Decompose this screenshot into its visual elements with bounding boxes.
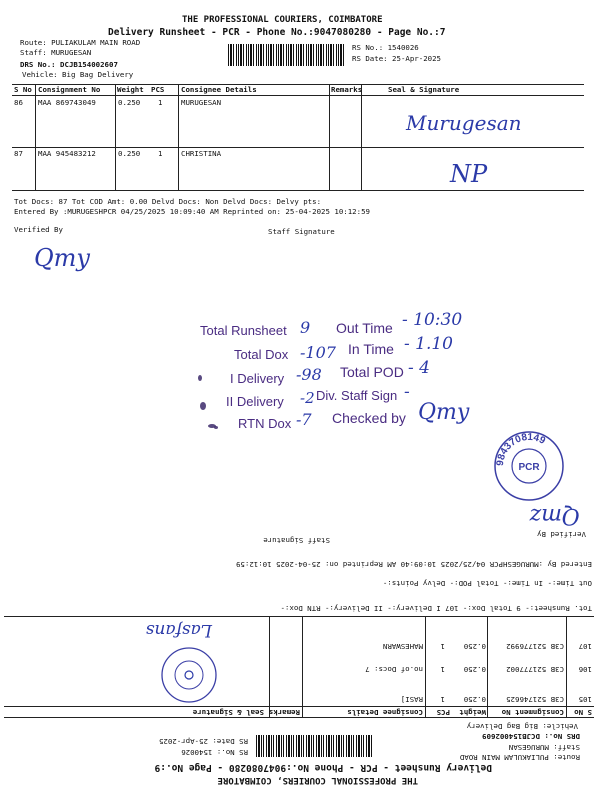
stamp-rtn-dox-value: -7 (296, 410, 312, 429)
staff-label: Staff: MURUGESAN (508, 743, 580, 752)
row-consignee: RASI] (400, 695, 423, 704)
stamp-div-staff-sign-value: - (404, 382, 410, 402)
barcode (228, 44, 346, 66)
col-seal-signature: Seal & Signature (388, 85, 460, 94)
rs-date: RS Date: 25-Apr-2025 (352, 54, 441, 63)
row-signature: Lasfans (145, 620, 212, 640)
row-weight: 0.250 (118, 149, 141, 158)
row-signature: Murugesan (406, 111, 522, 135)
row-consignment: C3B 521746625 (506, 695, 564, 704)
rs-number: RS No.: 1540026 (352, 43, 419, 52)
col-remarks: Remarks (331, 85, 363, 94)
row-sno: 106 (578, 665, 592, 674)
verified-by-label: Verified By (14, 225, 63, 234)
row-sno: 105 (578, 695, 592, 704)
stamp-checked-by-signature: Qmy (418, 400, 470, 425)
verified-by-label: Verified By (537, 530, 586, 539)
seal-icon (160, 646, 218, 704)
route-label: Route: PULIAKULAM MAIN ROAD (459, 753, 580, 762)
col-consignment: Consignment No (38, 85, 101, 94)
totals-line: Tot Docs: 87 Tot COD Amt: 0.00 Delvd Docs: Non Delvd Docs: Delvy pts: (14, 197, 322, 206)
col-sno: S No (14, 85, 32, 94)
seal-number: 9843708149 (494, 431, 547, 467)
stamp-i-delivery-value: -98 (296, 365, 322, 384)
stamp-total-dox-value: -107 (300, 343, 336, 362)
row-consignment: MAA 869743049 (38, 98, 96, 107)
row-consignee: MAHESWARN (382, 642, 423, 651)
stamp-total-pod-label: Total POD (340, 364, 404, 380)
runsheet-title: Delivery Runsheet - PCR - Phone No.:9047080280 - Page No.:9 (154, 762, 492, 773)
totals-line: Tot. Runsheet:- 9 Total Dox:- 107 I Delivery:- II Delivery:- RTN Dox:- (280, 604, 592, 613)
stamp-checked-by-label: Checked by (332, 410, 406, 426)
drs-number: DRS No.: DCJB154002607 (20, 60, 118, 69)
company-name: THE PROFESSIONAL COURIERS, COIMBATORE (182, 15, 383, 25)
verified-signature: Qmy (34, 244, 90, 272)
row-sno: 86 (14, 98, 23, 107)
ink-smudge (198, 375, 202, 381)
stamp-total-pod-value: - 4 (408, 358, 430, 378)
row-consignment: C3B 521776992 (506, 642, 564, 651)
stamp-in-time-value: - 1.10 (404, 334, 453, 354)
col-remarks: Remarks (268, 708, 300, 717)
row-pcs: 1 (158, 98, 163, 107)
stamp-out-time-value: - 10:30 (402, 310, 463, 330)
col-sno: S No (574, 708, 592, 717)
col-consignee: Consignee Details (181, 85, 257, 94)
row-pcs: 1 (440, 665, 445, 674)
entered-by-line: Entered By :MURUGESHPCR 04/25/2025 10:09:40 AM Reprinted on: 25-04-2025 10:12:59 (236, 560, 592, 569)
row-pcs: 1 (440, 642, 445, 651)
stamp-total-runsheet-value: 9 (300, 318, 311, 337)
row-weight: 0.250 (118, 98, 141, 107)
col-weight: Weight (459, 708, 486, 717)
drs-number: DRS No.: DCJB154002609 (482, 732, 580, 741)
company-name: THE PROFESSIONAL COURIERS, COIMBATORE (217, 775, 418, 785)
ink-smudge (214, 426, 218, 429)
row-sno: 107 (578, 642, 592, 651)
col-consignee: Consignee Details (347, 708, 423, 717)
col-pcs: PCS (436, 708, 450, 717)
row-consignee: MURUGESAN (181, 98, 222, 107)
row-sno: 87 (14, 149, 23, 158)
row-signature: NP (450, 160, 488, 188)
col-seal-signature: Seal & Signature (192, 708, 264, 717)
entered-by-line: Entered By :MURUGESHPCR 04/25/2025 10:09:40 AM Reprinted on: 25-04-2025 10:12:59 (14, 207, 370, 216)
row-weight: 0.250 (463, 642, 486, 651)
rs-number: RS No.: 1540026 (181, 748, 248, 757)
verified-signature: Qmz (529, 503, 580, 528)
staff-signature-label: Staff Signature (263, 536, 330, 545)
stamp-total-runsheet-label: Total Runsheet (200, 323, 287, 338)
route-label: Route: PULIAKULAM MAIN ROAD (20, 38, 141, 47)
runsheet-title: Delivery Runsheet - PCR - Phone No.:9047080280 - Page No.:7 (108, 27, 446, 38)
col-weight: Weight (117, 85, 144, 94)
stamp-out-time-label: Out Time (336, 320, 393, 336)
row-pcs: 1 (158, 149, 163, 158)
seal-center: PCR (518, 462, 540, 473)
col-pcs: PCS (151, 85, 165, 94)
row-weight: 0.250 (463, 665, 486, 674)
staff-label: Staff: MURUGESAN (20, 48, 92, 57)
row-consignee: no.of Docs: 7 (365, 665, 423, 674)
row-weight: 0.250 (463, 695, 486, 704)
bottom-runsheet (0, 460, 600, 800)
vehicle-label: Vehicle: Big Bag Delivery (466, 722, 578, 731)
barcode (254, 735, 372, 757)
stamp-in-time-label: In Time (348, 341, 394, 357)
ink-smudge (200, 402, 206, 410)
received-seal (160, 646, 218, 704)
stamp-ii-delivery-value: -2 (300, 389, 315, 407)
col-consignment: Consignment No (501, 708, 564, 717)
vehicle-label: Vehicle: Big Bag Delivery (22, 70, 134, 79)
stamp-total-dox-label: Total Dox (234, 347, 289, 362)
row-consignment: MAA 945483212 (38, 149, 96, 158)
staff-signature-label: Staff Signature (268, 227, 335, 236)
row-consignment: C3B 521777002 (506, 665, 564, 674)
stamp-ii-delivery-label: II Delivery (226, 394, 284, 409)
times-line: Out Time:- In Time:- Total POD:- Delvy Points:- (382, 579, 592, 588)
row-consignee: CHRISTINA (181, 149, 222, 158)
row-pcs: 1 (440, 695, 445, 704)
stamp-i-delivery-label: I Delivery (230, 371, 285, 386)
stamp-rtn-dox-label: RTN Dox (238, 416, 292, 431)
stamp-div-staff-sign-label: Div. Staff Sign (316, 388, 398, 403)
rs-date: RS Date: 25-Apr-2025 (159, 737, 248, 746)
